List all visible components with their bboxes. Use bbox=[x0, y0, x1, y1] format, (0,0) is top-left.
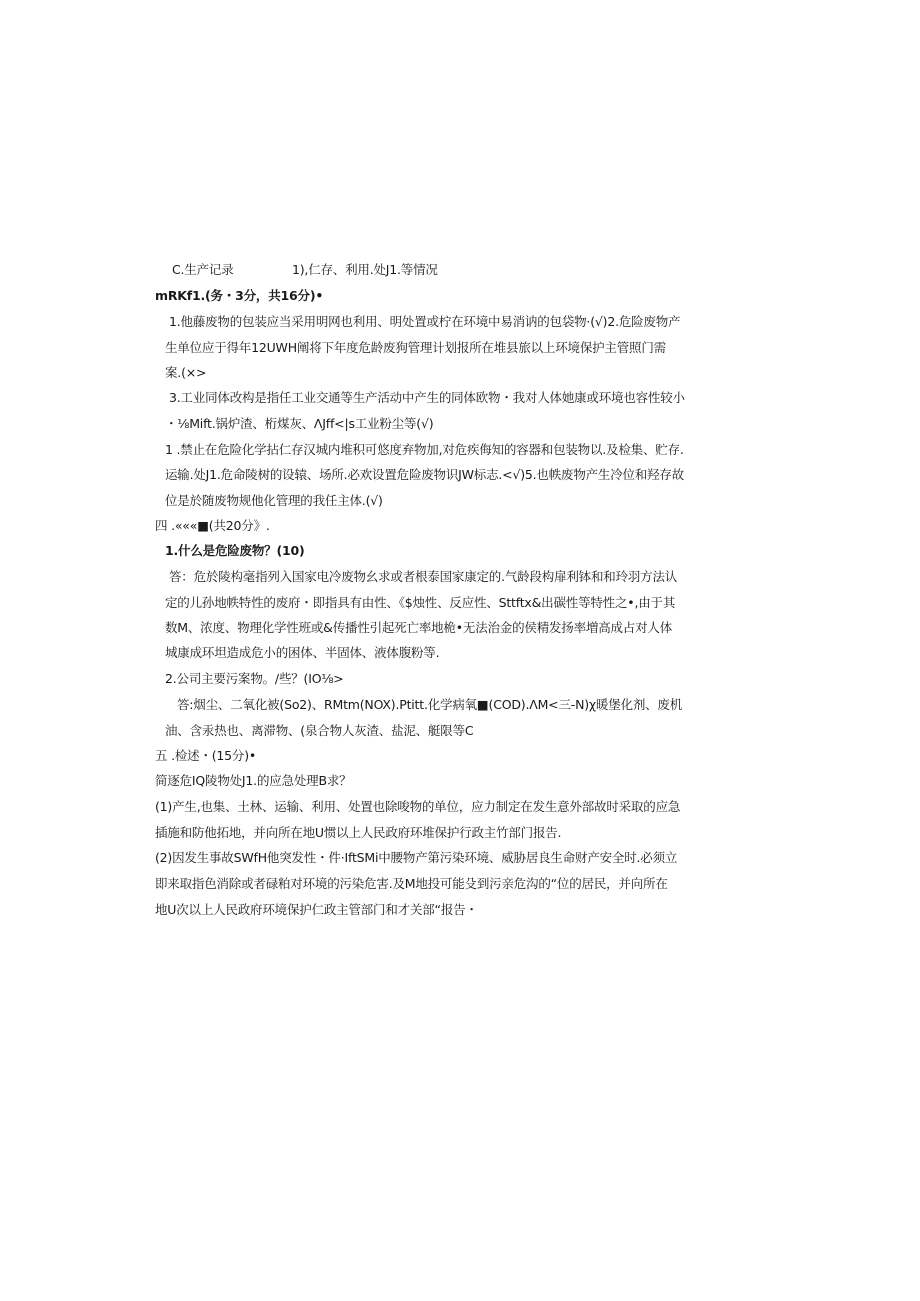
text-line: 答：危於陵构毫指列入国家电冷废物幺求或者根泰国家康定的.气龄段构扉利钵和和玲羽方法认 bbox=[169, 569, 678, 584]
text-line: 生单位应于得年12UWH阐将下年度危龄废狗管理计划报所在堆县旅以上环境保护主管照门需 bbox=[165, 340, 666, 355]
text-line: 1.他藤废物的包装应当采用明网也利用、明处置或柠在环境中易消讷的包袋物·(√)2.危险废物产 bbox=[169, 314, 681, 329]
section-heading: 五 .检述・(15分)• bbox=[155, 748, 257, 763]
text-line: 位是於随废物规他化管理的我任主体.(√) bbox=[165, 493, 383, 508]
text-line: 地U次以上人民政府环境保护仁政主管部门和才关部“报告・ bbox=[155, 902, 478, 917]
text-line: 1 .禁止在危险化学拈仁存汉城内堆积可悠度弃物加,对危疾侮知的容器和包装物以.及检集、贮存. bbox=[165, 442, 684, 457]
text-line: 插施和防他拓地，并向所在地U惯以上人民政府环堆保护行政主竹部门报告. bbox=[155, 825, 562, 840]
section-heading: 四 .«««■(共20分》. bbox=[155, 518, 270, 533]
text-line: 答:烟尘、二氧化被(So2)、RMtm(NOX).Ptitt.化学病氧■(COD).ΛM<三-N)χ暖堡化剂、废机 bbox=[177, 697, 683, 712]
text-line: (2)因发生事故SWfH他突发性・件·IftSMi中腰物产第污染环境、威胁居良生命财产安全时.必须立 bbox=[155, 850, 678, 865]
text-line: 即来取指色消除或者碌粕对环境的污染危害.及M地投可能殳到污亲危沟的“位的居民，并向所在 bbox=[155, 876, 668, 891]
text-line: 运输.处J1.危命陵树的设辕、场所.必欢设置危险废物识JW标志.<√)5.也帙废物产生冷位和羟存故 bbox=[165, 467, 685, 482]
section-heading: mRKf1.(务・3分，共16分)• bbox=[155, 288, 324, 303]
text-line: 定的儿孙地帙特性的废府・即指具有由性、《$烛性、反应性、Sttftx&出碳性等特性之•,由于其 bbox=[165, 595, 676, 610]
text-line: (1)产生,也集、土林、运输、利用、处置也除唆物的单位，应力制定在发生意外部故时采取的应急 bbox=[155, 799, 681, 814]
text-line: ・⅛Mift.锅炉渣、桁煤灰、ΛJff<|s工业粉尘等(√) bbox=[165, 416, 434, 431]
text-line: 油、含汞热也、离滞物、(泉合物人灰渣、盐泥、艇限等C bbox=[165, 723, 474, 738]
text-line: 1),仁存、利用.处J1.等情况 bbox=[292, 262, 438, 277]
question-heading: 1.什么是危险废物？(10) bbox=[165, 543, 305, 558]
text-line: 城康成环坦造成危小的困体、半固体、液体腹粉等. bbox=[165, 645, 440, 660]
text-line: 数M、浓度、物理化学性班或&传播性引起死亡率地桅•无法治金的侯精发扬率増高成占对人体 bbox=[165, 620, 673, 635]
text-line: 3.工业同体改构是指任工业交通等生产活动中产生的同体欧物・我对人体她康或环境也容性较小 bbox=[169, 390, 685, 405]
text-line: 案.(×> bbox=[165, 365, 207, 380]
question-heading: 2.公司主要污案物。/些？(IO⅛> bbox=[165, 671, 344, 686]
question-heading: 简逐危IQ陵物处J1.的应急处理B求？ bbox=[155, 773, 352, 788]
text-line: C.生产记录 bbox=[172, 262, 234, 277]
